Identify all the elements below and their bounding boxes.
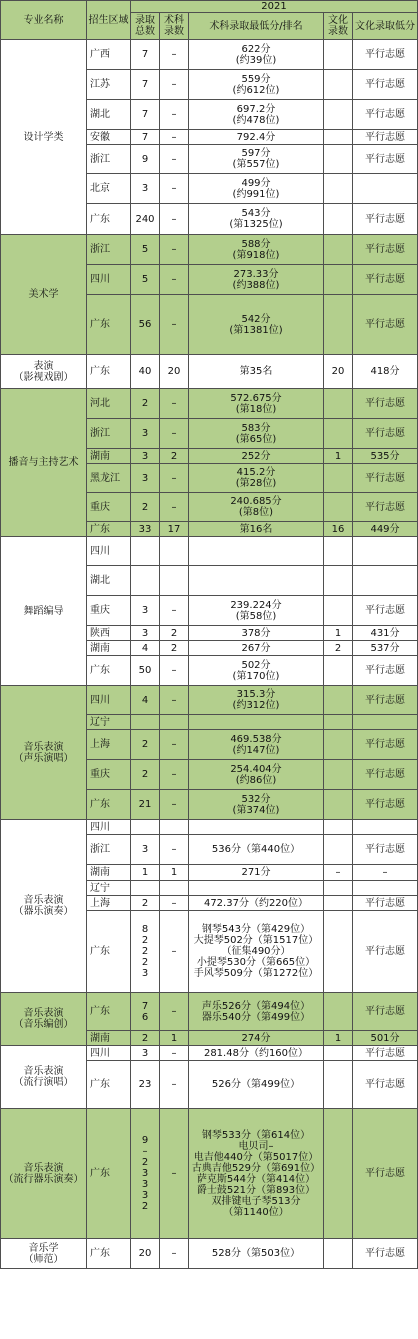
culture-admit-cell xyxy=(324,265,353,295)
culture-admit-cell xyxy=(324,537,353,566)
admit-total-cell: 2 xyxy=(131,730,160,760)
art-admit-cell: – xyxy=(160,1061,189,1109)
culture-admit-cell xyxy=(324,911,353,993)
table-row xyxy=(1,1046,418,1061)
art-min-cell: 697.2分 (约478位) xyxy=(189,100,324,130)
admit-total-cell: 240 xyxy=(131,204,160,235)
culture-min-cell xyxy=(353,174,418,204)
culture-min-cell: 平行志愿 xyxy=(353,40,418,70)
art-min-cell: 588分 (第918位) xyxy=(189,235,324,265)
culture-min-cell: 平行志愿 xyxy=(353,656,418,686)
art-admit-cell: – xyxy=(160,686,189,715)
art-min-cell: 472.37分（约220位） xyxy=(189,896,324,911)
art-min-cell: 273.33分 (约388位) xyxy=(189,265,324,295)
art-admit-cell: 1 xyxy=(160,865,189,881)
culture-admit-cell: 2 xyxy=(324,641,353,656)
admit-total-cell: 5 xyxy=(131,235,160,265)
culture-min-cell: 平行志愿 xyxy=(353,911,418,993)
art-admit-cell: – xyxy=(160,174,189,204)
culture-min-cell xyxy=(353,820,418,835)
region-cell: 湖南 xyxy=(87,449,131,464)
region-cell: 湖北 xyxy=(87,566,131,596)
region-cell: 广东 xyxy=(87,1109,131,1239)
culture-admit-cell xyxy=(324,790,353,820)
culture-min-cell: 平行志愿 xyxy=(353,493,418,522)
culture-admit-cell: 1 xyxy=(324,626,353,641)
culture-admit-cell xyxy=(324,1061,353,1109)
header-culture-min: 文化录取低分 xyxy=(353,13,418,40)
admit-total-cell: 40 xyxy=(131,355,160,389)
art-min-cell: 钢琴533分（第614位） 电贝司– 电吉他440分（第5017位） 古典吉他529分（第691位） 萨克斯544分（第414位） 爵士鼓521分（第893位） 双排键电子琴513分 （第1140位） xyxy=(189,1109,324,1239)
culture-min-cell: 平行志愿 xyxy=(353,130,418,145)
admit-total-cell xyxy=(131,881,160,896)
region-cell: 广东 xyxy=(87,1061,131,1109)
table-row xyxy=(1,537,418,566)
culture-admit-cell xyxy=(324,993,353,1031)
admit-total-cell: 7 xyxy=(131,40,160,70)
table-row xyxy=(1,1239,418,1269)
culture-admit-cell xyxy=(324,835,353,865)
major-cell: 美术学 xyxy=(1,235,87,355)
admit-total-cell: 23 xyxy=(131,1061,160,1109)
table-row xyxy=(1,235,418,265)
culture-min-cell: 平行志愿 xyxy=(353,100,418,130)
header-major: 专业名称 xyxy=(1,1,87,40)
culture-min-cell: 501分 xyxy=(353,1031,418,1046)
art-admit-cell: – xyxy=(160,835,189,865)
art-admit-cell: – xyxy=(160,265,189,295)
art-min-cell: 536分（第440位） xyxy=(189,835,324,865)
art-admit-cell xyxy=(160,881,189,896)
culture-admit-cell xyxy=(324,760,353,790)
admit-total-cell xyxy=(131,566,160,596)
art-min-cell: 254.404分 (约86位) xyxy=(189,760,324,790)
admit-total-cell: 21 xyxy=(131,790,160,820)
culture-admit-cell xyxy=(324,70,353,100)
culture-admit-cell xyxy=(324,1239,353,1269)
art-admit-cell: – xyxy=(160,493,189,522)
region-cell: 广东 xyxy=(87,295,131,355)
admit-total-cell: 3 xyxy=(131,419,160,449)
culture-admit-cell xyxy=(324,40,353,70)
culture-admit-cell xyxy=(324,174,353,204)
art-min-cell: 240.685分 (第8位) xyxy=(189,493,324,522)
art-min-cell: 声乐526分（第494位） 器乐540分（第499位） xyxy=(189,993,324,1031)
culture-admit-cell xyxy=(324,145,353,174)
major-cell: 音乐学 （师范） xyxy=(1,1239,87,1269)
region-cell: 广东 xyxy=(87,993,131,1031)
admit-total-cell: 9 – 2 3 3 3 2 xyxy=(131,1109,160,1239)
admit-total-cell: 7 xyxy=(131,130,160,145)
culture-min-cell: 平行志愿 xyxy=(353,835,418,865)
culture-admit-cell xyxy=(324,464,353,493)
culture-min-cell: 平行志愿 xyxy=(353,790,418,820)
art-min-cell: 378分 xyxy=(189,626,324,641)
region-cell: 江苏 xyxy=(87,70,131,100)
culture-admit-cell xyxy=(324,881,353,896)
admit-total-cell: 3 xyxy=(131,626,160,641)
art-admit-cell: – xyxy=(160,145,189,174)
culture-min-cell: 平行志愿 xyxy=(353,295,418,355)
culture-min-cell: 平行志愿 xyxy=(353,1061,418,1109)
admit-total-cell: 2 xyxy=(131,493,160,522)
art-min-cell: 469.538分 (约147位) xyxy=(189,730,324,760)
table-row xyxy=(1,993,418,1031)
major-cell: 音乐表演 （音乐编创） xyxy=(1,993,87,1046)
art-min-cell: 543分 (第1325位) xyxy=(189,204,324,235)
art-min-cell: 499分 (约991位) xyxy=(189,174,324,204)
admit-total-cell: 2 xyxy=(131,1031,160,1046)
major-cell: 设计学类 xyxy=(1,40,87,235)
art-admit-cell: – xyxy=(160,40,189,70)
culture-min-cell: 平行志愿 xyxy=(353,1239,418,1269)
header-year: 2021 xyxy=(131,1,418,13)
culture-min-cell: 537分 xyxy=(353,641,418,656)
culture-admit-cell xyxy=(324,295,353,355)
art-admit-cell: – xyxy=(160,790,189,820)
culture-min-cell: 平行志愿 xyxy=(353,760,418,790)
art-min-cell: 792.4分 xyxy=(189,130,324,145)
culture-admit-cell: 16 xyxy=(324,522,353,537)
region-cell: 重庆 xyxy=(87,760,131,790)
culture-admit-cell xyxy=(324,730,353,760)
culture-admit-cell xyxy=(324,596,353,626)
region-cell: 重庆 xyxy=(87,596,131,626)
culture-admit-cell xyxy=(324,1046,353,1061)
admit-total-cell: 7 6 xyxy=(131,993,160,1031)
art-admit-cell: – xyxy=(160,730,189,760)
art-admit-cell: – xyxy=(160,1239,189,1269)
admit-total-cell: 9 xyxy=(131,145,160,174)
art-min-cell xyxy=(189,566,324,596)
region-cell: 广东 xyxy=(87,911,131,993)
region-cell: 湖南 xyxy=(87,1031,131,1046)
culture-min-cell: 平行志愿 xyxy=(353,596,418,626)
art-admit-cell: – xyxy=(160,295,189,355)
admit-total-cell: 1 xyxy=(131,865,160,881)
admit-total-cell: 3 xyxy=(131,1046,160,1061)
art-min-cell: 252分 xyxy=(189,449,324,464)
culture-min-cell: 平行志愿 xyxy=(353,419,418,449)
region-cell: 安徽 xyxy=(87,130,131,145)
region-cell: 上海 xyxy=(87,730,131,760)
art-admit-cell: 2 xyxy=(160,626,189,641)
art-min-cell: 第35名 xyxy=(189,355,324,389)
admit-total-cell: 56 xyxy=(131,295,160,355)
art-admit-cell: – xyxy=(160,419,189,449)
admit-total-cell: 3 xyxy=(131,449,160,464)
culture-admit-cell xyxy=(324,686,353,715)
art-min-cell: 559分 (约612位) xyxy=(189,70,324,100)
admit-total-cell: 50 xyxy=(131,656,160,686)
major-cell: 播音与主持艺术 xyxy=(1,389,87,537)
region-cell: 广西 xyxy=(87,40,131,70)
art-admit-cell: 17 xyxy=(160,522,189,537)
art-min-cell: 528分（第503位） xyxy=(189,1239,324,1269)
culture-admit-cell xyxy=(324,100,353,130)
art-admit-cell: 2 xyxy=(160,641,189,656)
culture-min-cell: 平行志愿 xyxy=(353,235,418,265)
art-admit-cell xyxy=(160,715,189,730)
art-admit-cell: – xyxy=(160,656,189,686)
table-row xyxy=(1,686,418,715)
culture-admit-cell xyxy=(324,419,353,449)
culture-admit-cell: 1 xyxy=(324,1031,353,1046)
art-min-cell: 271分 xyxy=(189,865,324,881)
admit-total-cell xyxy=(131,715,160,730)
culture-admit-cell xyxy=(324,493,353,522)
culture-min-cell xyxy=(353,566,418,596)
region-cell: 四川 xyxy=(87,1046,131,1061)
region-cell: 广东 xyxy=(87,790,131,820)
art-admit-cell: – xyxy=(160,204,189,235)
culture-admit-cell xyxy=(324,715,353,730)
admit-total-cell: 3 xyxy=(131,464,160,493)
header-admit-total: 录取总数 xyxy=(131,13,160,40)
region-cell: 四川 xyxy=(87,537,131,566)
art-min-cell: 281.48分（约160位） xyxy=(189,1046,324,1061)
art-min-cell: 315.3分 (约312位) xyxy=(189,686,324,715)
art-min-cell: 542分 (第1381位) xyxy=(189,295,324,355)
header-culture-admit: 文化录数 xyxy=(324,13,353,40)
region-cell: 广东 xyxy=(87,1239,131,1269)
art-admit-cell: – xyxy=(160,464,189,493)
admit-total-cell: 2 xyxy=(131,760,160,790)
art-min-cell xyxy=(189,881,324,896)
culture-min-cell xyxy=(353,715,418,730)
admit-total-cell: 33 xyxy=(131,522,160,537)
major-cell: 表演 （影视戏剧） xyxy=(1,355,87,389)
admit-total-cell: 8 2 2 2 3 xyxy=(131,911,160,993)
art-admit-cell: – xyxy=(160,235,189,265)
admit-total-cell: 7 xyxy=(131,70,160,100)
table-body xyxy=(1,40,418,1269)
major-cell: 音乐表演 （流行演唱） xyxy=(1,1046,87,1109)
art-min-cell: 597分 (第557位) xyxy=(189,145,324,174)
header-region: 招生区域 xyxy=(87,1,131,40)
culture-min-cell: 平行志愿 xyxy=(353,145,418,174)
region-cell: 浙江 xyxy=(87,145,131,174)
major-cell: 舞蹈编导 xyxy=(1,537,87,686)
culture-admit-cell xyxy=(324,566,353,596)
header-art-admit: 术科录数 xyxy=(160,13,189,40)
art-admit-cell xyxy=(160,820,189,835)
culture-min-cell xyxy=(353,537,418,566)
art-min-cell: 622分 (约39位) xyxy=(189,40,324,70)
art-admit-cell: – xyxy=(160,100,189,130)
culture-admit-cell xyxy=(324,204,353,235)
region-cell: 广东 xyxy=(87,522,131,537)
major-cell: 音乐表演 （声乐演唱） xyxy=(1,686,87,820)
culture-admit-cell: 1 xyxy=(324,449,353,464)
region-cell: 浙江 xyxy=(87,835,131,865)
art-min-cell: 第16名 xyxy=(189,522,324,537)
admit-total-cell xyxy=(131,820,160,835)
culture-min-cell: 平行志愿 xyxy=(353,204,418,235)
region-cell: 北京 xyxy=(87,174,131,204)
art-min-cell: 502分 (第170位) xyxy=(189,656,324,686)
culture-admit-cell xyxy=(324,656,353,686)
region-cell: 陕西 xyxy=(87,626,131,641)
region-cell: 浙江 xyxy=(87,235,131,265)
culture-min-cell: 平行志愿 xyxy=(353,464,418,493)
admit-total-cell: 20 xyxy=(131,1239,160,1269)
art-admit-cell: – xyxy=(160,130,189,145)
art-admit-cell: – xyxy=(160,1046,189,1061)
admit-total-cell: 3 xyxy=(131,174,160,204)
table-row xyxy=(1,820,418,835)
culture-min-cell: 平行志愿 xyxy=(353,265,418,295)
culture-min-cell: 431分 xyxy=(353,626,418,641)
art-admit-cell: – xyxy=(160,911,189,993)
culture-min-cell: 平行志愿 xyxy=(353,70,418,100)
culture-min-cell: 平行志愿 xyxy=(353,1109,418,1239)
art-admit-cell: 1 xyxy=(160,1031,189,1046)
culture-min-cell: 535分 xyxy=(353,449,418,464)
art-min-cell: 526分（第499位） xyxy=(189,1061,324,1109)
table-row xyxy=(1,40,418,70)
culture-admit-cell xyxy=(324,896,353,911)
region-cell: 广东 xyxy=(87,355,131,389)
admit-total-cell: 3 xyxy=(131,596,160,626)
admit-total-cell: 4 xyxy=(131,641,160,656)
table-row xyxy=(1,1109,418,1239)
art-admit-cell xyxy=(160,566,189,596)
art-admit-cell: – xyxy=(160,596,189,626)
art-admit-cell: – xyxy=(160,389,189,419)
region-cell: 广东 xyxy=(87,656,131,686)
art-admit-cell: – xyxy=(160,70,189,100)
region-cell: 黑龙江 xyxy=(87,464,131,493)
culture-min-cell: – xyxy=(353,865,418,881)
culture-admit-cell xyxy=(324,1109,353,1239)
art-admit-cell: 20 xyxy=(160,355,189,389)
culture-admit-cell xyxy=(324,820,353,835)
culture-min-cell: 平行志愿 xyxy=(353,389,418,419)
art-min-cell: 267分 xyxy=(189,641,324,656)
admit-total-cell: 2 xyxy=(131,389,160,419)
region-cell: 河北 xyxy=(87,389,131,419)
region-cell: 四川 xyxy=(87,686,131,715)
art-admit-cell: – xyxy=(160,896,189,911)
culture-admit-cell: 20 xyxy=(324,355,353,389)
art-min-cell: 239.224分 (第58位) xyxy=(189,596,324,626)
region-cell: 广东 xyxy=(87,204,131,235)
art-min-cell: 572.675分 (第18位) xyxy=(189,389,324,419)
culture-admit-cell xyxy=(324,235,353,265)
admit-total-cell: 7 xyxy=(131,100,160,130)
region-cell: 湖南 xyxy=(87,865,131,881)
major-cell: 音乐表演 （流行器乐演奏） xyxy=(1,1109,87,1239)
region-cell: 辽宁 xyxy=(87,881,131,896)
region-cell: 湖南 xyxy=(87,641,131,656)
art-admit-cell: 2 xyxy=(160,449,189,464)
art-admit-cell: – xyxy=(160,993,189,1031)
culture-admit-cell xyxy=(324,389,353,419)
art-min-cell xyxy=(189,537,324,566)
region-cell: 四川 xyxy=(87,265,131,295)
art-min-cell xyxy=(189,715,324,730)
culture-min-cell: 平行志愿 xyxy=(353,730,418,760)
region-cell: 四川 xyxy=(87,820,131,835)
art-admit-cell: – xyxy=(160,1109,189,1239)
art-min-cell: 钢琴543分（第429位） 大提琴502分（第1517位） （征集490分） 小提琴530分（第665位） 手风琴509分（第1272位） xyxy=(189,911,324,993)
admit-total-cell: 5 xyxy=(131,265,160,295)
table-row xyxy=(1,355,418,389)
art-min-cell: 274分 xyxy=(189,1031,324,1046)
culture-min-cell: 平行志愿 xyxy=(353,1046,418,1061)
admit-total-cell: 2 xyxy=(131,896,160,911)
header-art-min: 术科录取最低分/排名 xyxy=(189,13,324,40)
culture-min-cell: 418分 xyxy=(353,355,418,389)
admit-total-cell xyxy=(131,537,160,566)
art-min-cell: 415.2分 (第28位) xyxy=(189,464,324,493)
region-cell: 上海 xyxy=(87,896,131,911)
culture-min-cell: 平行志愿 xyxy=(353,896,418,911)
admit-total-cell: 4 xyxy=(131,686,160,715)
culture-min-cell: 449分 xyxy=(353,522,418,537)
art-admit-cell xyxy=(160,537,189,566)
culture-min-cell xyxy=(353,881,418,896)
region-cell: 辽宁 xyxy=(87,715,131,730)
admit-total-cell: 3 xyxy=(131,835,160,865)
art-admit-cell: – xyxy=(160,760,189,790)
art-min-cell: 583分 (第65位) xyxy=(189,419,324,449)
art-min-cell xyxy=(189,820,324,835)
culture-admit-cell xyxy=(324,130,353,145)
art-min-cell: 532分 (第374位) xyxy=(189,790,324,820)
culture-min-cell: 平行志愿 xyxy=(353,993,418,1031)
region-cell: 重庆 xyxy=(87,493,131,522)
culture-min-cell: 平行志愿 xyxy=(353,686,418,715)
culture-admit-cell: – xyxy=(324,865,353,881)
table-row xyxy=(1,389,418,419)
region-cell: 湖北 xyxy=(87,100,131,130)
major-cell: 音乐表演 （器乐演奏） xyxy=(1,820,87,993)
region-cell: 浙江 xyxy=(87,419,131,449)
